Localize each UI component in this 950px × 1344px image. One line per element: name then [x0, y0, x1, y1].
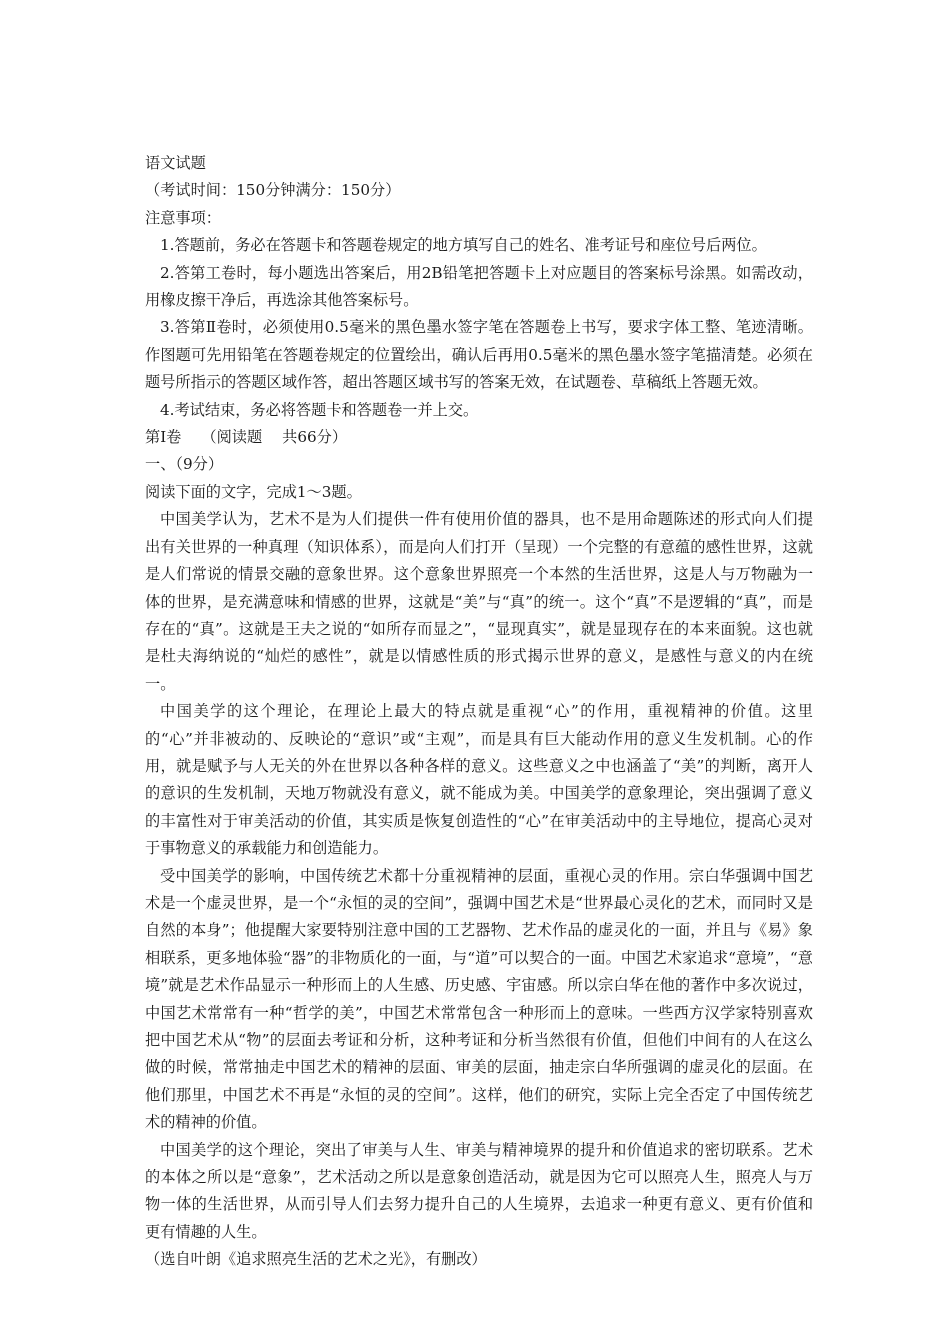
- note-item: 3.答第Ⅱ卷时，必须使用0.5毫米的黑色墨水签字笔在答题卷上书写，要求字体工整、笔迹清晰。作图题可先用铅笔在答题卷规定的位置绘出，确认后再用0.5毫米的黑色墨水签字笔描清楚。必须在题号所指示的答题区域作答，超出答题区域书写的答案无效，在试题卷、草稿纸上答题无效。: [145, 318, 813, 392]
- exam-title: 语文试题: [145, 154, 206, 172]
- reading-instruction: 阅读下面的文字，完成1～3题。: [145, 482, 362, 501]
- exam-info: （考试时间：150分钟满分：150分）: [145, 181, 401, 200]
- part-heading: 第Ⅰ卷 （阅读题 共66分）: [145, 428, 348, 447]
- passage-source: （选自叶朗《追求照亮生活的艺术之光》，有删改）: [145, 1250, 487, 1269]
- notes-heading: 注意事项：: [145, 208, 221, 227]
- passage-paragraph: 中国美学的这个理论，在理论上最大的特点就是重视“心”的作用，重视精神的价值。这里的“心”并非被动的、反映论的“意识”或“主观”，而是具有巨大能动作用的意义生发机制。心的作用，就是赋予与人无关的外在世界以各种各样的意义。这些意义之中也涵盖了“美”的判断，离开人的意识的生发机制，天地万物就没有意义，就不能成为美。中国美学的意象理论，突出强调了意义的丰富性对于审美活动的价值，其实质是恢复创造性的“心”在审美活动中的主导地位，提高心灵对于事物意义的承载能力和创造能力。: [145, 702, 813, 858]
- note-item: 1.答题前，务必在答题卡和答题卷规定的地方填写自己的姓名、准考证号和座位号后两位。: [160, 236, 767, 255]
- note-item: 4.考试结束，务必将答题卡和答题卷一并上交。: [160, 400, 479, 419]
- section-heading: 一、（9分）: [145, 455, 224, 474]
- passage-paragraph: 中国美学认为，艺术不是为人们提供一件有使用价值的器具，也不是用命题陈述的形式向人们提出有关世界的一种真理（知识体系），而是向人们打开（呈现）一个完整的有意蕴的感性世界，这就是人们常说的情景交融的意象世界。这个意象世界照亮一个本然的生活世界，这是人与万物融为一体的世界，是充满意味和情感的世界，这就是“美”与“真”的统一。这个“真”不是逻辑的“真”，而是存在的“真”。这就是王夫之说的“如所存而显之”，“显现真实”，就是显现存在的本来面貌。这也就是杜夫海纳说的“灿烂的感性”，就是以情感性质的形式揭示世界的意义，是感性与意义的内在统一。: [145, 510, 813, 693]
- passage-paragraph: 中国美学的这个理论，突出了审美与人生、审美与精神境界的提升和价值追求的密切联系。艺术的本体之所以是“意象”，艺术活动之所以是意象创造活动，就是因为它可以照亮人生，照亮人与万物一体的生活世界，从而引导人们去努力提升自己的人生境界，去追求一种更有意义、更有价值和更有情趣的人生。: [145, 1140, 813, 1241]
- passage-paragraph: 受中国美学的影响，中国传统艺术都十分重视精神的层面，重视心灵的作用。宗白华强调中国艺术是一个虚灵世界，是一个“永恒的灵的空间”，强调中国艺术是“世界最心灵化的艺术，而同时又是自然的本身”；他提醒大家要特别注意中国的工艺器物、艺术作品的虚灵化的一面，并且与《易》象相联系，更多地体验“器”的非物质化的一面，与“道”可以契合的一面。中国艺术家追求“意境”，“意境”就是艺术作品显示一种形而上的人生感、历史感、宇宙感。所以宗白华在他的著作中多次说过，中国艺术常常有一种“哲学的美”，中国艺术常常包含一种形而上的意味。一些西方汉学家特别喜欢把中国艺术从“物”的层面去考证和分析，这种考证和分析当然很有价值，但他们中间有的人在这么做的时候，常常抽走中国艺术的精神的层面、审美的层面，抽走宗白华所强调的虚灵化的层面。在他们那里，中国艺术不再是“永恒的灵的空间”。这样，他们的研究，实际上完全否定了中国传统艺术的精神的价值。: [145, 866, 813, 1132]
- exam-page: [145, 150, 813, 1274]
- note-item: 2.答第工卷时，每小题选出答案后，用2B铅笔把答题卡上对应题目的答案标号涂黑。如需改动，用橡皮擦干净后，再选涂其他答案标号。: [145, 263, 813, 310]
